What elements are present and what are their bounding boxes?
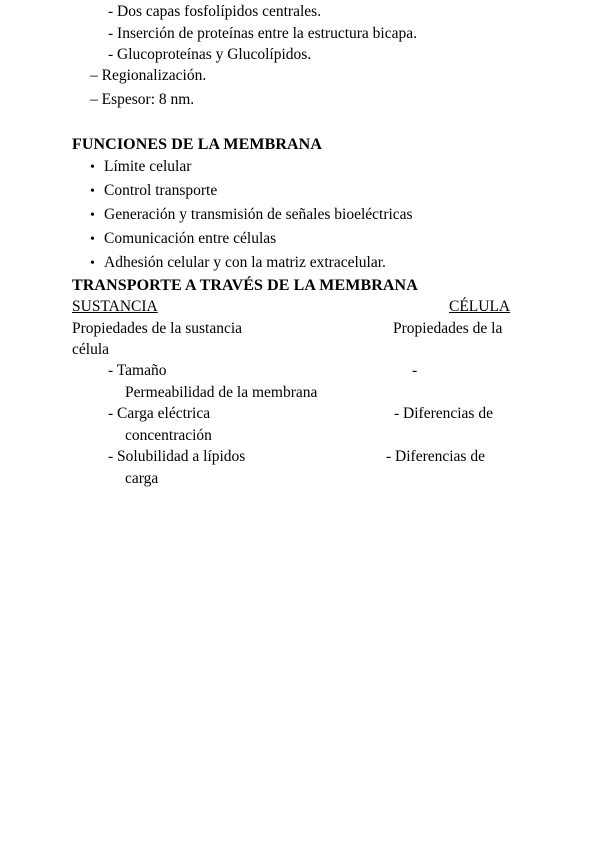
column-header-sustancia: SUSTANCIA [72,298,158,315]
list-item [90,229,276,250]
row-right-diferencias: - Diferencias de [386,448,485,465]
list-item [90,181,217,202]
structure-item: - Dos capas fosfolípidos centrales. [108,3,322,20]
row-left-carga: - Carga eléctrica [108,405,211,422]
list-item [90,253,386,274]
row-right-diferencias: - Diferencias de [394,405,493,422]
list-item-text: Adhesión celular y con la matriz extracelular. [104,254,386,271]
dash-item-regionalizacion: – Regionalización. [90,67,207,84]
column-header-celula: CÉLULA [449,298,511,315]
bullet-icon: • [90,208,95,223]
list-item [90,205,413,226]
props-sustancia-label: Propiedades de la sustancia [72,320,243,337]
props-celula-label-cont: célula [72,341,110,358]
props-celula-label: Propiedades de la [393,320,503,337]
structure-item: - Inserción de proteínas entre la estructura bicapa. [108,25,417,42]
row-right-dash: - [412,362,418,379]
list-item-text: Comunicación entre células [104,230,277,247]
list-item [90,157,191,178]
structure-item: - Glucoproteínas y Glucolípidos. [108,46,312,63]
row-left-tamano: - Tamaño [108,362,167,379]
row-left-solubilidad: - Solubilidad a lípidos [108,448,246,465]
dash-item-espesor: – Espesor: 8 nm. [90,91,195,108]
bullet-icon: • [90,232,95,247]
section-title-transporte: TRANSPORTE A TRAVÉS DE LA MEMBRANA [72,277,418,294]
bullet-icon: • [90,184,95,199]
bullet-icon: • [90,256,95,271]
row-right-carga: carga [125,470,159,487]
list-item-text: Generación y transmisión de señales bioeléctricas [104,206,413,223]
row-right-concentracion: concentración [125,427,212,444]
list-item-text: Control transporte [104,182,218,199]
row-right-permeabilidad: Permeabilidad de la membrana [125,384,318,401]
list-item-text: Límite celular [104,158,192,175]
bullet-icon: • [90,160,95,175]
section-title-funciones: FUNCIONES DE LA MEMBRANA [72,136,322,153]
